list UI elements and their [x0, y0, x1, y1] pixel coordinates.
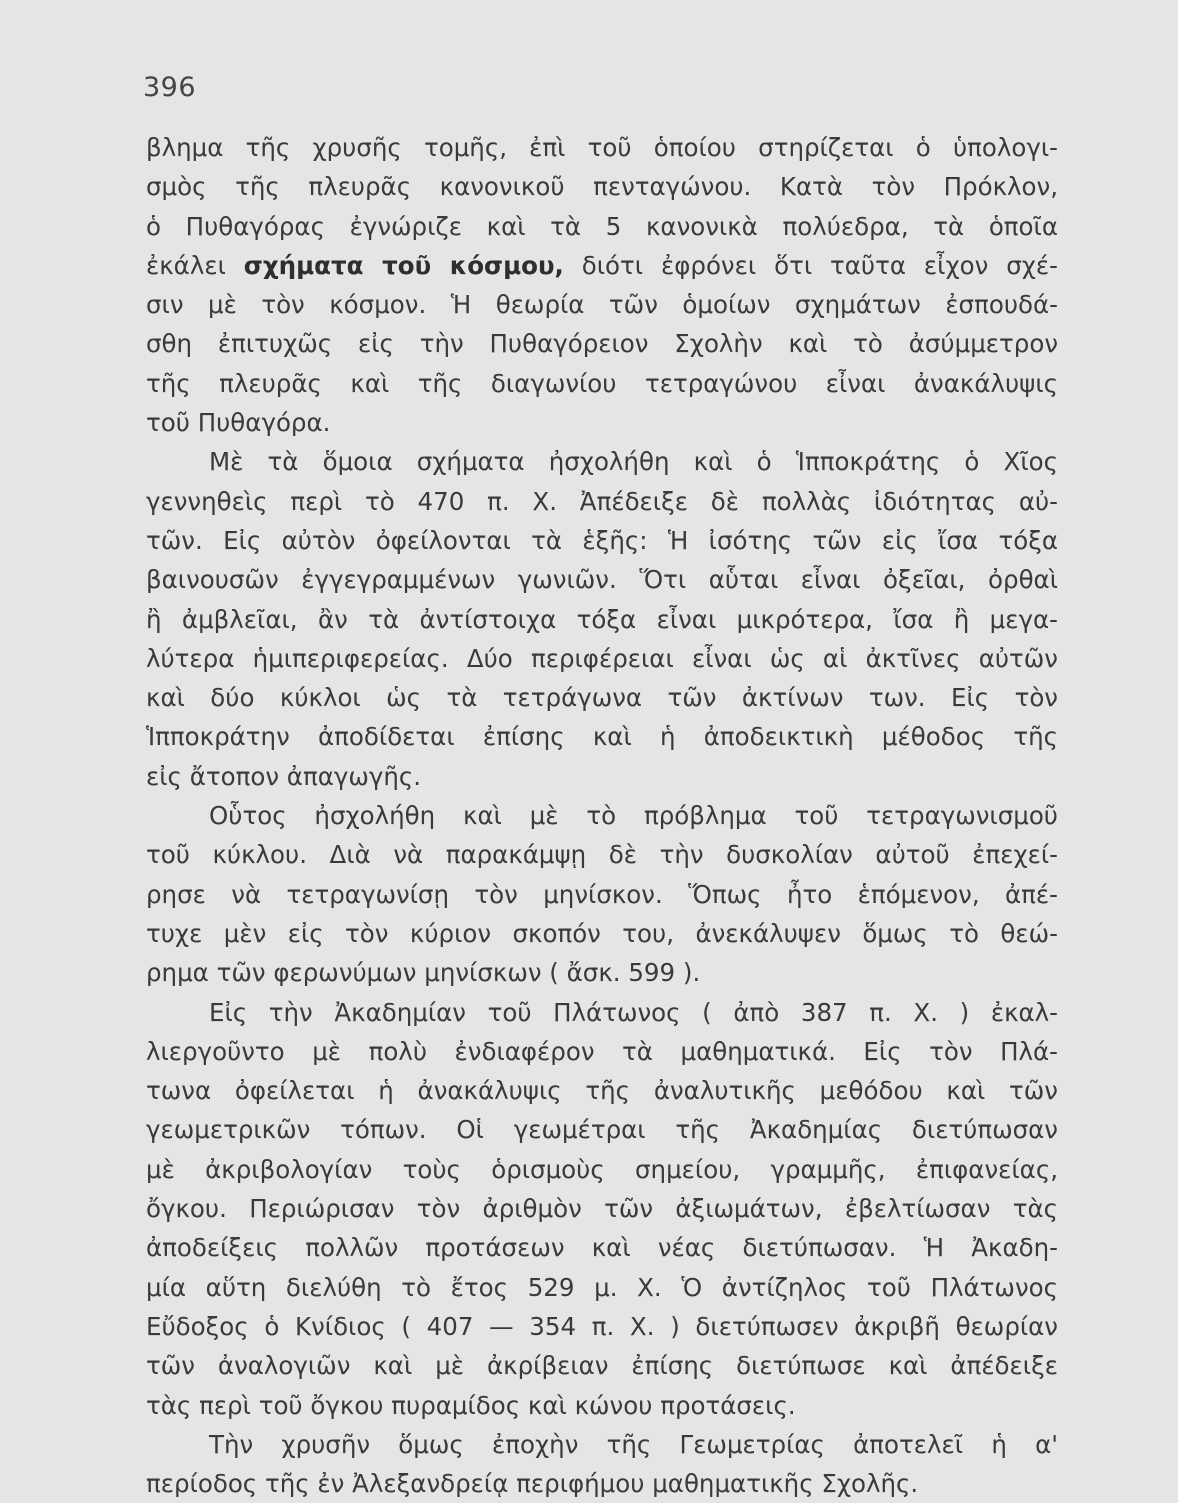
- text-line: τὰς περὶ τοῦ ὄγκου πυραμίδος καὶ κώνου προτάσεις.: [146, 1390, 796, 1420]
- text-line: Μὲ τὰ ὅμοια σχήματα ἠσχολήθη καὶ ὁ Ἱπποκράτης ὁ Χῖος: [209, 447, 1058, 477]
- text-line: τοῦ Πυθαγόρα.: [146, 408, 331, 438]
- paragraph: [146, 442, 1058, 796]
- text-line: ὁ Πυθαγόρας ἐγνώριζε καὶ τὰ 5 κανονικὰ πολύεδρα, τὰ ὁποῖα: [146, 211, 1058, 241]
- text-line: λύτερα ἡμιπεριφερείας. Δύο περιφέρειαι εἶναι ὡς αἱ ἀκτῖνες αὐτῶν: [146, 643, 1058, 673]
- text-line: βαινουσῶν ἐγγεγραμμένων γωνιῶν. Ὅτι αὗται εἶναι ὀξεῖαι, ὀρθαὶ: [146, 565, 1058, 595]
- text-line: περίοδος τῆς ἐν Ἀλεξανδρείᾳ περιφήμου μαθηματικῆς Σχολῆς.: [146, 1469, 919, 1499]
- text-line: σμὸς τῆς πλευρᾶς κανονικοῦ πενταγώνου. Κατὰ τὸν Πρόκλον,: [146, 172, 1058, 202]
- text-span: διότι ἐφρόνει ὅτι ταῦτα εἶχον σχέ-: [563, 250, 1058, 280]
- text-line: τῶν. Εἰς αὐτὸν ὀφείλονται τὰ ἑξῆς: Ἡ ἰσότης τῶν εἰς ἴσα τόξα: [146, 525, 1058, 555]
- text-line: ἀποδείξεις πολλῶν προτάσεων καὶ νέας διετύπωσαν. Ἡ Ἀκαδη-: [146, 1233, 1058, 1263]
- text-line: μία αὕτη διελύθη τὸ ἔτος 529 μ. Χ. Ὁ ἀντίζηλος τοῦ Πλάτωνος: [146, 1272, 1058, 1302]
- text-line: τῶν ἀναλογιῶν καὶ μὲ ἀκρίβειαν ἐπίσης διετύπωσε καὶ ἀπέδειξε: [146, 1351, 1058, 1381]
- text-line: γεωμετρικῶν τόπων. Οἱ γεωμέτραι τῆς Ἀκαδημίας διετύπωσαν: [146, 1115, 1058, 1145]
- body-text: [146, 128, 1058, 1503]
- text-line: Εὔδοξος ὁ Κνίδιος ( 407 — 354 π. Χ. ) διετύπωσεν ἀκριβῆ θεωρίαν: [146, 1311, 1058, 1341]
- paragraph: [146, 993, 1058, 1425]
- text-line: Εἰς τὴν Ἀκαδημίαν τοῦ Πλάτωνος ( ἀπὸ 387 π. Χ. ) ἐκαλ-: [209, 997, 1058, 1027]
- text-line: καὶ δύο κύκλοι ὡς τὰ τετράγωνα τῶν ἀκτίνων των. Εἰς τὸν: [146, 683, 1058, 713]
- text-line: μὲ ἀκριβολογίαν τοὺς ὁρισμοὺς σημείου, γραμμῆς, ἐπιφανείας,: [146, 1154, 1058, 1184]
- text-line: τυχε μὲν εἰς τὸν κύριον σκοπόν του, ἀνεκάλυψεν ὅμως τὸ θεώ-: [146, 918, 1058, 948]
- text-line: Οὗτος ἠσχολήθη καὶ μὲ τὸ πρόβλημα τοῦ τετραγωνισμοῦ: [209, 801, 1058, 831]
- text-line: τοῦ κύκλου. Διὰ νὰ παρακάμψῃ δὲ τὴν δυσκολίαν αὐτοῦ ἐπεχεί-: [146, 840, 1058, 870]
- text-line: ρησε νὰ τετραγωνίσῃ τὸν μηνίσκον. Ὅπως ἦτο ἑπόμενον, ἀπέ-: [146, 879, 1058, 909]
- text-line: Τὴν χρυσῆν ὅμως ἐποχὴν τῆς Γεωμετρίας ἀποτελεῖ ἡ α': [209, 1429, 1058, 1459]
- text-line: βλημα τῆς χρυσῆς τομῆς, ἐπὶ τοῦ ὁποίου στηρίζεται ὁ ὑπολογι-: [146, 133, 1058, 162]
- text-line: λιεργοῦντο μὲ πολὺ ἐνδιαφέρον τὰ μαθηματικά. Εἰς τὸν Πλά-: [146, 1036, 1058, 1066]
- paragraph: [146, 1425, 1058, 1503]
- paragraph: [146, 128, 1058, 442]
- text-line: σθη ἐπιτυχῶς εἰς τὴν Πυθαγόρειον Σχολὴν καὶ τὸ ἀσύμμετρον: [146, 329, 1058, 359]
- text-line: ὄγκου. Περιώρισαν τὸν ἀριθμὸν τῶν ἀξιωμάτων, ἐβελτίωσαν τὰς: [146, 1194, 1058, 1224]
- bold-term: σχήματα τοῦ κόσμου,: [243, 250, 564, 280]
- text-line: ρημα τῶν φερωνύμων μηνίσκων ( ἄσκ. 599 ).: [146, 958, 701, 988]
- text-line: σιν μὲ τὸν κόσμον. Ἡ θεωρία τῶν ὁμοίων σχημάτων ἐσπουδά-: [146, 290, 1058, 320]
- text-line: τωνα ὀφείλεται ἡ ἀνακάλυψις τῆς ἀναλυτικῆς μεθόδου καὶ τῶν: [146, 1076, 1058, 1106]
- text-line: εἰς ἄτοπον ἀπαγωγῆς.: [146, 761, 422, 791]
- text-line: Ἱπποκράτην ἀποδίδεται ἐπίσης καὶ ἡ ἀποδεικτικὴ μέθοδος τῆς: [146, 722, 1058, 752]
- text-line: ἢ ἀμβλεῖαι, ἂν τὰ ἀντίστοιχα τόξα εἶναι μικρότερα, ἴσα ἢ μεγα-: [146, 604, 1058, 634]
- paragraph: [146, 796, 1058, 992]
- text-line: τῆς πλευρᾶς καὶ τῆς διαγωνίου τετραγώνου εἶναι ἀνακάλυψις: [146, 368, 1058, 398]
- page-number: 396: [143, 72, 197, 103]
- text-span: ἐκάλει: [146, 250, 244, 280]
- text-line: [146, 246, 1058, 285]
- text-line: γεννηθεὶς περὶ τὸ 470 π. Χ. Ἀπέδειξε δὲ πολλὰς ἰδιότητας αὐ-: [146, 486, 1058, 516]
